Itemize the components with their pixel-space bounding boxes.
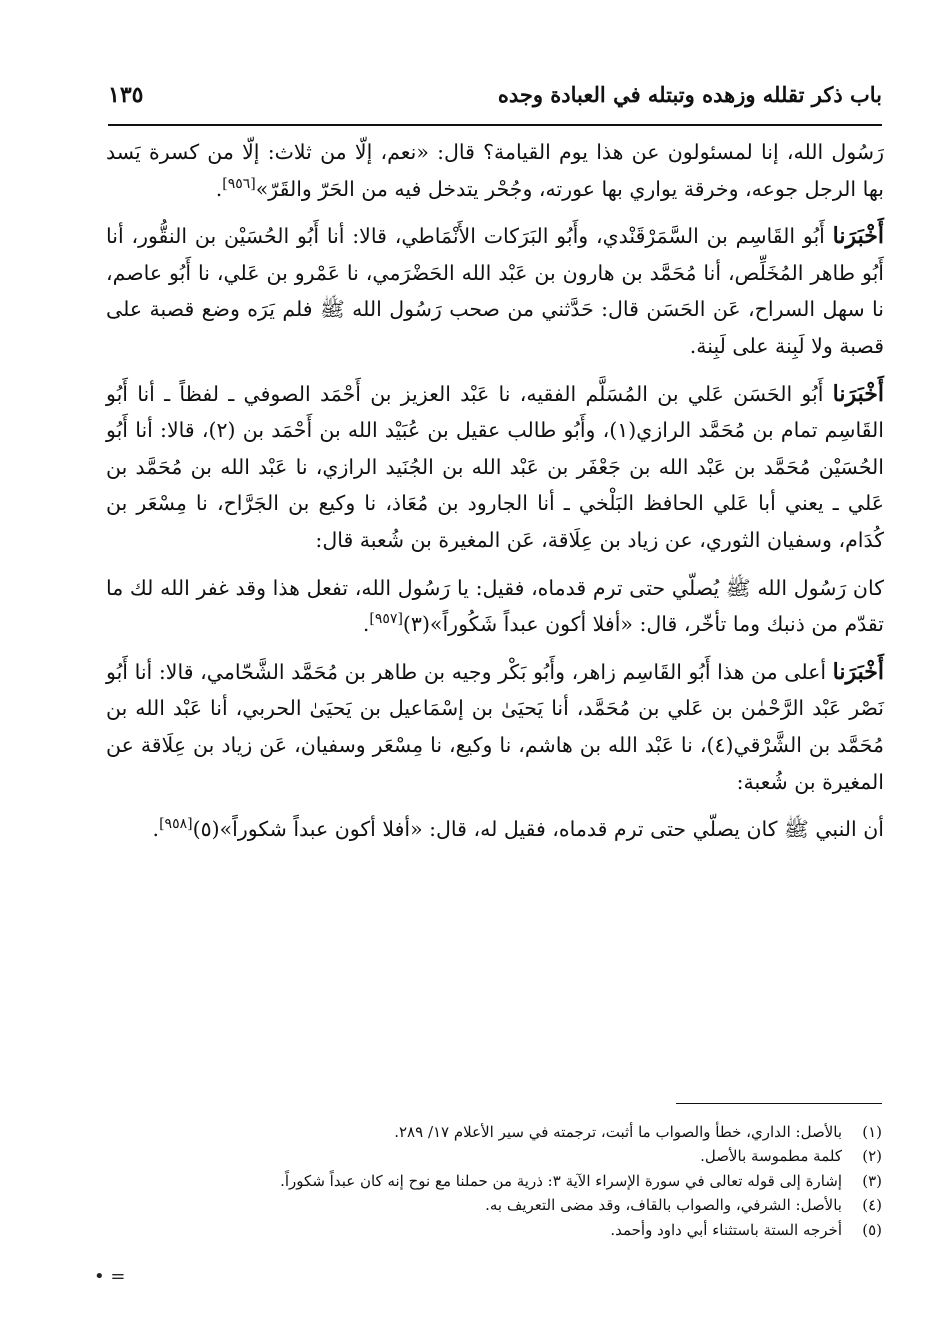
- hadith-number: [٩٥٨]: [159, 816, 193, 833]
- footnote-number: (٤): [862, 1196, 882, 1215]
- paragraph-text: أن النبي ﷺ كان يصلّي حتى ترم قدماه، فقيل له، قال: «أفلا أكون عبداً شكوراً»(٥): [192, 817, 884, 842]
- paragraph-text: أعلى من هذا أَبُو القَاسِم زاهر، وأَبُو بَكْر وجيه بن طاهر بن مُحَمَّد الشَّحّامي، قالا: أنا أَبُو نَصْر عَبْد الرَّحْمٰن بن عَلي بن مُحَمَّد، أنا يَحيَىٰ بن إسْمَاعيل بن يَحيَىٰ الحربي، أنا عَبْد الله بن مُحَمَّد بن الشَّرْقي(٤)، نا عَبْد الله بن هاشم، نا وكيع، نا مِسْعَر وسفيان، عَن زياد بن عِلَاقة عن المغيرة بن شُعبة:: [106, 659, 885, 794]
- footnote-number: (٣): [862, 1171, 882, 1190]
- footnote-text: بالأصل: الداري، خطأ والصواب ما أثبت، ترجمته في سير الأعلام ١٧/ ٢٨٩.: [394, 1123, 842, 1141]
- footnote-number: (٥): [862, 1220, 882, 1239]
- paragraph: [106, 570, 884, 643]
- footnote: [160, 1218, 882, 1242]
- paragraph-tail: .: [215, 176, 223, 201]
- footnote-text: إشارة إلى قوله تعالى في سورة الإسراء الآية ٣: ذرية من حملنا مع نوح إنه كان عبداً شكوراً.: [280, 1171, 842, 1190]
- main-text: [106, 134, 884, 859]
- hadith-number: [٩٥٦]: [222, 175, 256, 192]
- paragraph-lead: أَخْبَرَنا: [832, 380, 884, 407]
- header-divider: [108, 124, 882, 126]
- footnote-number: (٢): [862, 1147, 882, 1166]
- footnotes: [160, 1120, 882, 1242]
- footnote: [160, 1144, 882, 1168]
- printer-mark: • =: [94, 1266, 126, 1287]
- footnote-text: أخرجه الستة باستثناء أبي داود وأحمد.: [610, 1220, 842, 1239]
- footnote: [160, 1193, 882, 1217]
- paragraph: [106, 218, 884, 364]
- paragraph-text: أَبُو القَاسِم بن السَّمَرْقَنْدي، وأَبُو البَرَكات الأَنْمَاطي، قالا: أنا أَبُو الحُسَيْن بن النقُّور، أنا أَبُو طاهر المُخَلِّص، أنا مُحَمَّد بن هارون بن عَبْد الله الحَضْرَمي، نا عَمْرو بن عَلي، نا أَبُو عاصم، نا سهل السراح، عَن الحَسَن قال: حَدَّثني من صحب رَسُول الله ﷺ فلم يَرَه وضع قصبة على قصبة ولا لَبِنة على لَبِنة: [106, 224, 884, 358]
- footnote-number: (١): [862, 1123, 882, 1141]
- paragraph: [106, 811, 884, 848]
- paragraph-text: كان رَسُول الله ﷺ يُصلّي حتى ترم قدماه، فقيل: يا رَسُول الله، تفعل هذا وقد غفر الله لك ما تقدّم من ذنبك وما تأخّر، قال: «أفلا أكون عبداً شَكُوراً»(٣): [106, 575, 884, 637]
- footnote-text: بالأصل: الشرفي، والصواب بالقاف، وقد مضى التعريف به.: [485, 1196, 842, 1215]
- paragraph-tail: .: [152, 817, 160, 842]
- paragraph-text: أَبُو الحَسَن عَلي بن المُسَلَّم الفقيه، نا عَبْد العزيز بن أَحْمَد الصوفي ـ لفظاً ـ أنا أَبُو القَاسِم تمام بن مُحَمَّد الرازي(١)، وأَبُو طالب عقيل بن عُبَيْد الله بن أَحْمَد بن (٢)، قالا: أنا أَبُو الحُسَيْن مُحَمَّد بن عَبْد الله بن جَعْفَر بن عَبْد الله بن الجُنَيد الرازي، نا عَبْد الله بن مُحَمَّد بن عَلي ـ يعني أبا عَلي الحافظ البَلْخي ـ أنا الجارود بن مُعَاذ، نا وكيع بن الجَرَّاح، نا مِسْعَر بن كُدَام، وسفيان الثوري، عن زياد بن عِلَاقة، عَن المغيرة بن شُعبة قال:: [106, 381, 884, 552]
- paragraph-tail: .: [689, 333, 697, 358]
- footnote-text: كلمة مطموسة بالأصل.: [700, 1147, 842, 1166]
- paragraph: [106, 134, 884, 207]
- paragraph-lead: أَخْبَرَنا: [832, 658, 884, 685]
- paragraph-lead: أَخْبَرَنا: [832, 223, 884, 250]
- footnote: [160, 1169, 882, 1193]
- page-number: ١٣٥: [108, 82, 144, 108]
- paragraph-tail: .: [362, 612, 370, 637]
- page-header: [108, 74, 882, 122]
- paragraph-text: رَسُول الله، إنا لمسئولون عن هذا يوم القيامة؟ قال: «نعم، إلّا من ثلاث: إلّا من كسرة يَسد بها الرجل جوعه، وخرقة يواري بها عورته، وجُحْر يتدخل فيه من الحَرّ والقَرّ»: [106, 140, 884, 201]
- footnote-divider: [676, 1103, 882, 1104]
- paragraph: [106, 376, 884, 559]
- hadith-number: [٩٥٧]: [369, 611, 403, 628]
- paragraph: [106, 654, 884, 800]
- chapter-title: باب ذكر تقلله وزهده وتبتله في العبادة وجده: [497, 82, 882, 107]
- footnote: [160, 1120, 882, 1144]
